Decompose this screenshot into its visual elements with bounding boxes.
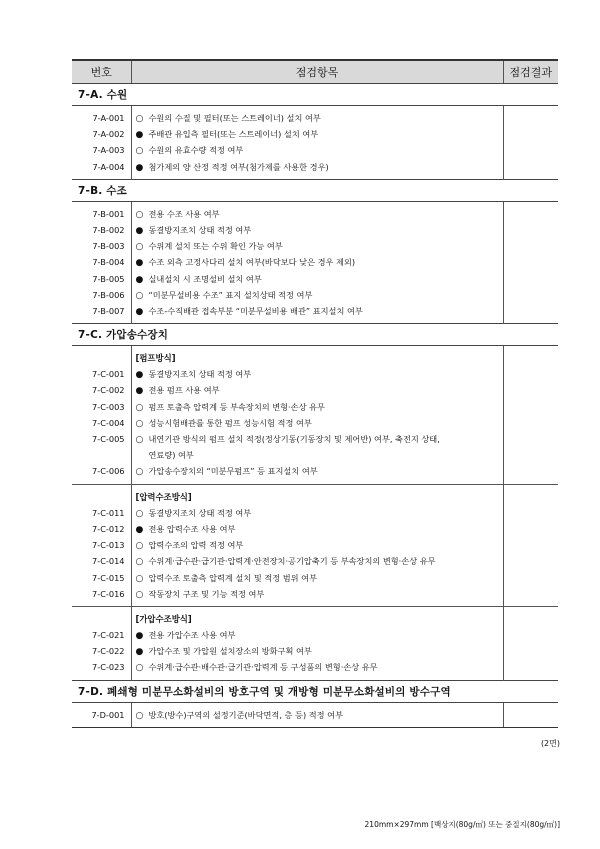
section-title: 7-B. 수조 [72,179,558,201]
item-text: 수위계 설치 또는 수위 확인 가능 여부 [148,241,283,252]
filled-circle-icon: ● [135,225,144,236]
item-number: 7-A-002 [92,129,125,140]
checklist-item [136,126,503,142]
inspection-table [72,59,558,728]
checklist-item [136,222,503,238]
filled-circle-icon: ● [135,258,144,269]
item-text: 압력수조의 압력 적정 여부 [148,540,244,551]
empty-circle-icon: ○ [135,402,144,413]
item-number: 7-A-001 [92,113,125,123]
item-number: 7-C-014 [92,556,125,567]
checklist-item [136,463,503,479]
checklist-item [136,431,503,447]
item-number: 7-A-003 [92,145,125,156]
subsection-title: [압력수조방식] [135,491,192,502]
checklist-item [136,238,503,254]
empty-circle-icon: ○ [135,418,144,429]
item-number: 7-C-011 [92,507,125,518]
header-item: 점검항목 [131,60,503,84]
item-number: 7-C-006 [92,466,125,477]
table-header-row [72,60,558,84]
item-text: 첨가제의 양 산정 적정 여부(첨가제를 사용한 경우) [148,161,329,172]
item-text: 수조-수직배관 접속부분 “미분무설비용 배관” 표지설치 여부 [148,305,363,316]
item-number: 7-C-022 [92,646,125,657]
item-text: 수위계·급수관·급기관·압력계·안전장치·공기압축기 등 부속장치의 변형·손상 유무 [148,556,436,567]
item-description-cell [131,702,503,727]
checklist-item [136,553,503,569]
result-cell [503,702,558,727]
filled-circle-icon: ● [135,162,144,173]
filled-circle-icon: ● [135,647,144,658]
checklist-item [136,707,503,723]
item-text: 전용 펌프 사용 여부 [148,385,220,396]
item-number-cell [72,702,131,727]
section-header-row [72,179,558,201]
item-number-cell [72,201,131,323]
subsection-title: [펌프방식] [135,353,176,364]
item-text: 압력수조 토출측 압력계 설치 및 적정 범위 여부 [148,572,317,583]
empty-circle-icon: ○ [135,290,144,301]
checklist-item [136,303,503,319]
group-row [72,606,558,680]
group-row [72,702,558,727]
page-number: (2면) [540,739,560,748]
checklist-item [136,159,503,175]
checklist-item [136,521,503,537]
item-number: 7-C-016 [92,588,125,599]
checklist-item [136,643,503,659]
item-number: 7-B-001 [92,208,125,219]
item-number: 7-C-001 [92,369,125,380]
header-result: 점검결과 [503,60,558,84]
checklist-item [136,505,503,521]
item-text: 동결방지조치 상태 적정 여부 [148,369,252,380]
item-number: 7-A-004 [92,161,125,172]
empty-circle-icon: ○ [135,467,144,478]
filled-circle-icon: ● [135,306,144,317]
paper-spec-footer: 210mm×297mm [백상지(80g/㎡) 또는 중질지(80g/㎡)] [364,820,560,829]
item-text: 주배관 유입측 필터(또는 스트레이너) 설치 여부 [148,129,319,140]
checklist-item [136,537,503,553]
checklist-item [136,586,503,602]
checklist-item [136,627,503,643]
inspection-table-container [72,59,558,728]
empty-circle-icon: ○ [135,146,144,157]
checklist-item [136,659,503,675]
checklist-item [136,366,503,382]
item-text: 수원의 유효수량 적정 여부 [148,145,244,156]
checklist-item [136,399,503,415]
item-text: 수조 외측 고정사다리 설치 여부(바닥보다 낮은 경우 제외) [148,257,356,268]
filled-circle-icon: ● [135,370,144,381]
filled-circle-icon: ● [135,631,144,642]
item-text: 전용 가압수조 사용 여부 [148,630,236,641]
filled-circle-icon: ● [135,524,144,535]
item-number: 7-D-001 [91,709,125,720]
section-header-row [72,84,558,106]
item-number: 7-C-015 [92,572,125,583]
empty-circle-icon: ○ [135,573,144,584]
header-number: 번호 [72,60,131,84]
item-text: 펌프 토출측 압력계 등 부속장치의 변형·손상 유무 [148,401,325,412]
checklist-item [136,415,503,431]
result-cell [503,606,558,680]
item-number-cell [72,106,131,180]
section-header-row [72,680,558,702]
item-text: 수원의 수질 및 필터(또는 스트레이너) 설치 여부 [148,113,321,123]
item-text: 작동장치 구조 및 기능 적정 여부 [148,588,265,599]
item-text-continuation: 연료량) 여부 [148,450,194,461]
section-title: 7-C. 가압송수장치 [72,324,558,346]
item-text: 동결방지조치 상태 적정 여부 [148,224,252,235]
item-text: 전용 수조 사용 여부 [148,208,220,219]
item-description-cell [131,606,503,680]
checklist-item [136,287,503,303]
item-text: 동결방지조치 상태 적정 여부 [148,507,252,518]
checklist-item [136,142,503,158]
item-text: 전용 압력수조 사용 여부 [148,523,236,534]
item-description-cell [131,484,503,606]
section-header-row [72,324,558,346]
item-text: 내연기관 방식의 펌프 설치 적정(정상기동(기동장치 및 제어반) 여부, 축전지 상태, [148,434,440,444]
empty-circle-icon: ○ [135,114,144,124]
group-row [72,201,558,323]
item-number: 7-C-012 [92,523,125,534]
item-text: 방호(방수)구역의 설정기준(바닥면적, 층 등) 적정 여부 [148,709,343,720]
item-number: 7-B-007 [92,305,125,316]
empty-circle-icon: ○ [135,508,144,519]
checklist-item [136,110,503,126]
item-description-cell [131,201,503,323]
result-cell [503,201,558,323]
item-text: 실내설치 시 조명설비 설치 여부 [148,273,262,284]
filled-circle-icon: ● [135,130,144,141]
subsection-title: [가압수조방식] [135,613,192,624]
item-text: 가압수조 및 가압원 설치장소의 방화구획 여부 [148,646,312,657]
empty-circle-icon: ○ [135,663,144,674]
item-number: 7-B-005 [92,273,125,284]
item-number-cell [72,606,131,680]
empty-circle-icon: ○ [135,242,144,253]
item-number: 7-C-003 [92,401,125,412]
filled-circle-icon: ● [135,274,144,285]
section-title: 7-D. 폐쇄형 미분무소화설비의 방호구역 및 개방형 미분무소화설비의 방수구역 [72,680,558,702]
empty-circle-icon: ○ [135,589,144,600]
empty-circle-icon: ○ [135,435,144,445]
checklist-item [136,382,503,398]
item-number: 7-C-023 [92,662,125,673]
item-number: 7-C-013 [92,540,125,551]
table-body [72,84,558,728]
item-number-cell [72,484,131,606]
empty-circle-icon: ○ [135,710,144,721]
item-number: 7-B-006 [92,289,125,300]
checklist-item [136,271,503,287]
filled-circle-icon: ● [135,386,144,397]
item-number: 7-C-021 [92,630,125,641]
section-title: 7-A. 수원 [72,84,558,106]
result-cell [503,346,558,485]
item-number: 7-B-004 [92,257,125,268]
item-number: 7-C-004 [92,417,125,428]
result-cell [503,106,558,180]
item-number: 7-B-002 [92,224,125,235]
item-number-cell [72,346,131,485]
item-number: 7-C-002 [92,385,125,396]
checklist-item [136,570,503,586]
item-text: “미분무설비용 수조” 표지 설치상태 적정 여부 [148,289,313,300]
group-row [72,484,558,606]
result-cell [503,484,558,606]
item-number: 7-B-003 [92,241,125,252]
item-number: 7-C-005 [92,434,125,444]
group-row [72,106,558,180]
item-description-cell [131,106,503,180]
item-text: 수위계·급수관·배수관·급기관·압력계 등 구성품의 변형·손상 유무 [148,662,378,673]
empty-circle-icon: ○ [135,557,144,568]
checklist-item [136,206,503,222]
empty-circle-icon: ○ [135,209,144,220]
group-row [72,346,558,485]
empty-circle-icon: ○ [135,541,144,552]
item-text: 가압송수장치의 “미분무펌프” 등 표지설치 여부 [148,466,318,477]
checklist-item [136,254,503,270]
item-text: 성능시험배관를 통한 펌프 성능시험 적정 여부 [148,417,312,428]
item-description-cell [131,346,503,485]
